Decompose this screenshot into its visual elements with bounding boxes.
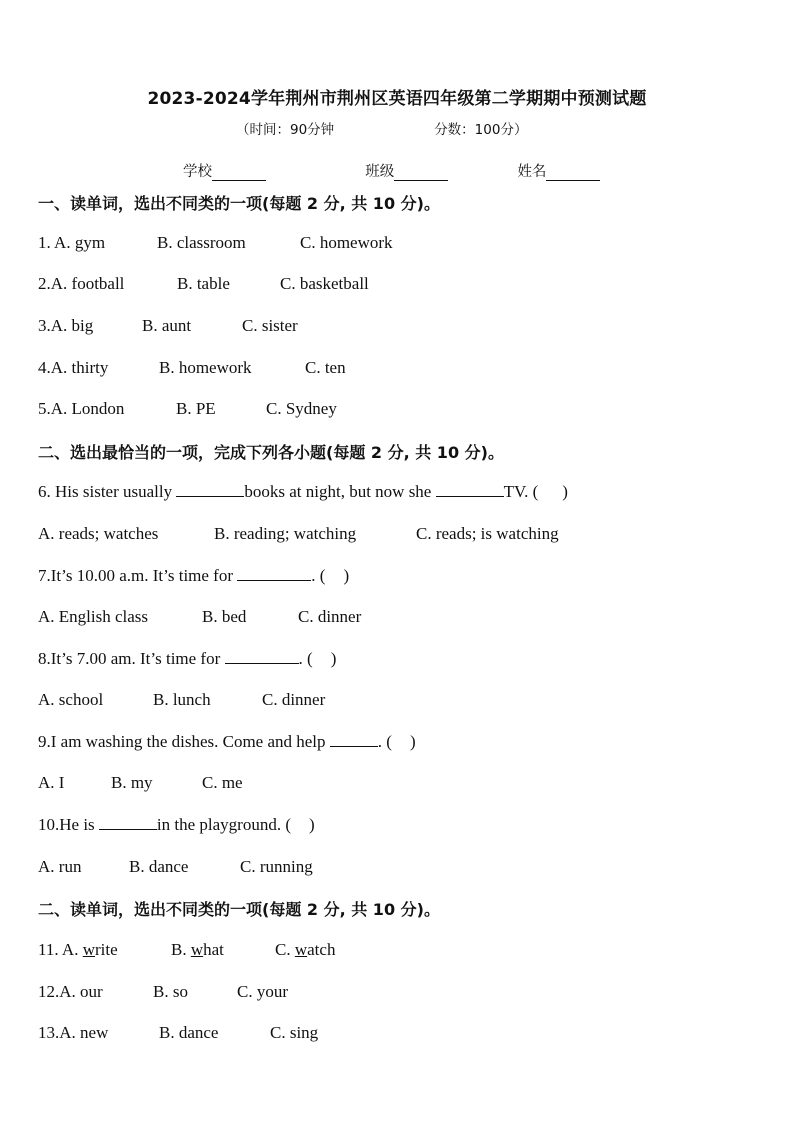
q2-option-a: 2.A. football xyxy=(38,274,125,293)
q10-option-c: C. running xyxy=(240,857,313,876)
question-12 xyxy=(38,982,288,1002)
section-1-heading: 一、读单词，选出不同类的一项(每题 2 分, 共 10 分)。 xyxy=(38,194,440,213)
q5-option-b: B. PE xyxy=(176,399,216,418)
q13-option-c: C. sing xyxy=(270,1023,319,1042)
class-label: 班级 xyxy=(365,164,395,180)
q2-option-b: B. table xyxy=(177,274,230,293)
school-blank[interactable] xyxy=(212,166,266,181)
q6-text-2: books at night, but now she xyxy=(244,482,432,501)
q8-option-c: C. dinner xyxy=(262,690,326,709)
q4-option-a: 4.A. thirty xyxy=(38,358,109,377)
q1-option-a: 1. A. gym xyxy=(38,233,106,252)
page-title: 2023-2024学年荆州市荆州区英语四年级第二学期期中预测试题 xyxy=(147,89,647,109)
q4-option-c: C. ten xyxy=(305,358,346,377)
q9-option-a: A. I xyxy=(38,773,65,792)
q10-text-2: in the playground. ( xyxy=(156,815,292,834)
q3-option-b: B. aunt xyxy=(142,316,192,335)
q8-text-2: . ( xyxy=(298,649,313,668)
q7-text-1: 7.It’s 10.00 a.m. It’s time for xyxy=(38,566,234,585)
q10-option-b: B. dance xyxy=(129,857,189,876)
question-6 xyxy=(38,482,568,502)
question-8-options xyxy=(38,690,325,710)
question-4 xyxy=(38,358,346,378)
q9-option-b: B. my xyxy=(111,773,153,792)
question-6-options xyxy=(38,524,559,544)
q8-option-b: B. lunch xyxy=(153,690,211,709)
q3-option-c: C. sister xyxy=(242,316,298,335)
q5-option-c: C. Sydney xyxy=(266,399,337,418)
question-13 xyxy=(38,1023,318,1043)
q3-option-a: 3.A. big xyxy=(38,316,94,335)
q9-option-c: C. me xyxy=(202,773,243,792)
q9-text-2: . ( xyxy=(377,732,392,751)
name-blank[interactable] xyxy=(546,166,600,181)
q6-option-a: A. reads; watches xyxy=(38,524,159,543)
q13-option-a: 13.A. new xyxy=(38,1023,109,1042)
q4-option-b: B. homework xyxy=(159,358,252,377)
q9-blank[interactable] xyxy=(330,732,378,747)
question-11 xyxy=(38,940,335,960)
question-9-options xyxy=(38,773,243,793)
q2-option-c: C. basketball xyxy=(280,274,369,293)
question-5 xyxy=(38,399,337,419)
q7-option-a: A. English class xyxy=(38,607,149,626)
section-2-heading: 二、选出最恰当的一项，完成下列各小题(每题 2 分, 共 10 分)。 xyxy=(38,443,504,462)
q10-text-1: 10.He is xyxy=(38,815,95,834)
q6-blank-1[interactable] xyxy=(176,482,244,497)
q1-option-b: B. classroom xyxy=(157,233,246,252)
question-2 xyxy=(38,274,369,294)
q11-option-a: 11. A. write xyxy=(38,940,118,959)
time-limit: （时间：90分钟 xyxy=(236,122,335,138)
exam-subtitle xyxy=(236,118,527,138)
question-3 xyxy=(38,316,298,336)
q9-text-3: ) xyxy=(409,732,416,751)
q7-text-3: ) xyxy=(343,566,350,585)
question-10-options xyxy=(38,857,313,877)
q12-option-b: B. so xyxy=(153,982,188,1001)
school-label: 学校 xyxy=(183,164,212,180)
student-info-row xyxy=(183,160,600,181)
q11-option-c: C. watch xyxy=(275,940,336,959)
q7-option-b: B. bed xyxy=(202,607,247,626)
q11-option-b: B. what xyxy=(171,940,224,959)
q6-option-c: C. reads; is watching xyxy=(416,524,559,543)
q12-option-c: C. your xyxy=(237,982,288,1001)
question-7-options xyxy=(38,607,361,627)
q6-text-4: ) xyxy=(562,482,568,501)
q6-text-1: 6. His sister usually xyxy=(38,482,173,501)
q8-blank[interactable] xyxy=(225,649,299,664)
q12-option-a: 12.A. our xyxy=(38,982,103,1001)
question-1 xyxy=(38,233,393,253)
question-9 xyxy=(38,732,416,752)
q5-option-a: 5.A. London xyxy=(38,399,125,418)
q7-text-2: . ( xyxy=(311,566,326,585)
class-blank[interactable] xyxy=(394,166,448,181)
q10-blank[interactable] xyxy=(99,815,157,830)
q10-option-a: A. run xyxy=(38,857,82,876)
q8-text-1: 8.It’s 7.00 am. It’s time for xyxy=(38,649,221,668)
q6-text-3: TV. ( xyxy=(503,482,539,501)
section-3-heading: 二、读单词，选出不同类的一项(每题 2 分, 共 10 分)。 xyxy=(38,900,440,919)
q8-option-a: A. school xyxy=(38,690,104,709)
total-score: 分数：100分） xyxy=(434,122,528,138)
q1-option-c: C. homework xyxy=(300,233,393,252)
q7-option-c: C. dinner xyxy=(298,607,362,626)
question-7 xyxy=(38,566,349,586)
q9-text-1: 9.I am washing the dishes. Come and help xyxy=(38,732,326,751)
question-8 xyxy=(38,649,336,669)
name-label: 姓名 xyxy=(517,164,547,180)
q6-blank-2[interactable] xyxy=(436,482,504,497)
q6-option-b: B. reading; watching xyxy=(214,524,357,543)
q7-blank[interactable] xyxy=(237,566,311,581)
q13-option-b: B. dance xyxy=(159,1023,219,1042)
q8-text-3: ) xyxy=(330,649,337,668)
q10-text-3: ) xyxy=(309,815,315,834)
question-10 xyxy=(38,815,315,835)
